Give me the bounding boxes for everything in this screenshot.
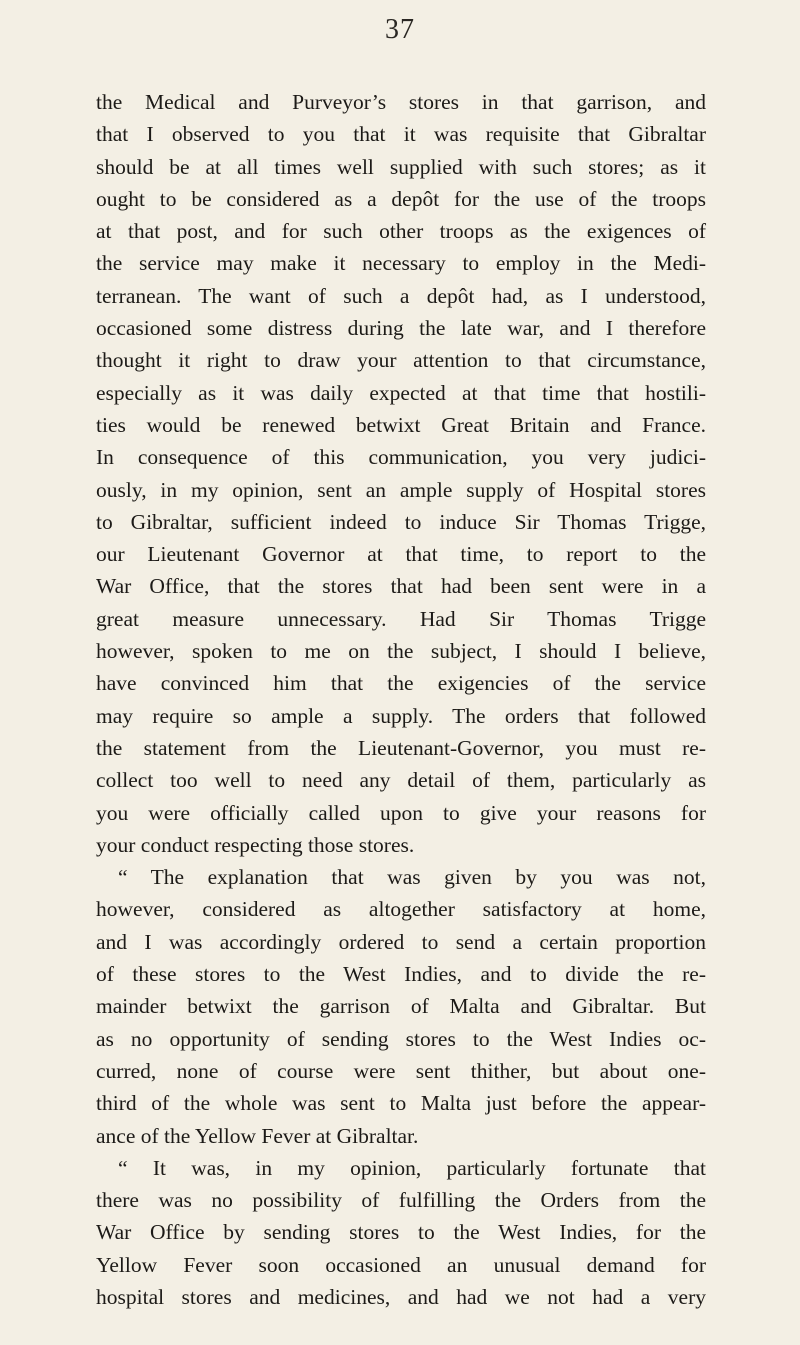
page-number: 37 (385, 14, 415, 45)
text-line: the Medical and Purveyor’s stores in that garrison, and (96, 90, 706, 114)
text-line: the service may make it necessary to employ in the Medi- (96, 251, 706, 276)
text-line: there was no possibility of fulfilling the Orders from the (96, 1188, 706, 1213)
text-line: your conduct respecting those stores. (96, 832, 415, 857)
text-line: mainder betwixt the garrison of Malta and Gibraltar. But (96, 994, 706, 1019)
text-line: have convinced him that the exigencies of the service (96, 671, 706, 696)
text-line: terranean. The want of such a depôt had, as I understood, (96, 283, 706, 308)
text-line: to Gibraltar, sufficient indeed to induce Sir Thomas Trigge, (96, 509, 706, 534)
text-line: however, spoken to me on the subject, I should I believe, (96, 639, 706, 664)
text-line: In consequence of this communication, you very judici- (96, 445, 706, 470)
text-line: of these stores to the West Indies, and to divide the re- (96, 962, 706, 987)
text-line: ought to be considered as a depôt for the use of the troops (96, 186, 706, 211)
text-line: “ The explanation that was given by you was not, (118, 865, 706, 890)
text-line: “ It was, in my opinion, particularly fortunate that (118, 1155, 706, 1180)
text-line: at that post, and for such other troops as the exigences of (96, 219, 706, 244)
text-line: should be at all times well supplied with such stores; as it (96, 154, 706, 179)
text-line: that I observed to you that it was requisite that Gibraltar (96, 122, 706, 147)
text-line: third of the whole was sent to Malta just before the appear- (96, 1091, 706, 1116)
text-line: ance of the Yellow Fever at Gibraltar. (96, 1123, 419, 1148)
text-line: Yellow Fever soon occasioned an unusual demand for (96, 1252, 706, 1277)
text-line: however, considered as altogether satisfactory at home, (96, 897, 706, 922)
text-line: hospital stores and medicines, and had we not had a very (96, 1284, 706, 1309)
text-line: as no opportunity of sending stores to the West Indies oc- (96, 1026, 706, 1051)
text-line: may require so ample a supply. The orders that followed (96, 703, 706, 728)
text-line: especially as it was daily expected at that time that hostili- (96, 380, 706, 405)
text-line: our Lieutenant Governor at that time, to report to the (96, 542, 706, 567)
text-line: curred, none of course were sent thither, but about one- (96, 1058, 706, 1083)
text-line: collect too well to need any detail of them, particularly as (96, 768, 706, 793)
text-line: War Office, that the stores that had been sent were in a (96, 574, 706, 599)
body-text (96, 86, 706, 1313)
text-line: the statement from the Lieutenant-Governor, you must re- (96, 735, 706, 760)
text-line: War Office by sending stores to the West Indies, for the (96, 1220, 706, 1245)
text-line: thought it right to draw your attention to that circumstance, (96, 348, 706, 373)
text-line: ously, in my opinion, sent an ample supply of Hospital stores (96, 477, 706, 502)
text-line: you were officially called upon to give your reasons for (96, 800, 706, 825)
text-line: and I was accordingly ordered to send a certain proportion (96, 929, 706, 954)
text-line: ties would be renewed betwixt Great Britain and France. (96, 412, 706, 437)
text-line: great measure unnecessary. Had Sir Thomas Trigge (96, 606, 706, 631)
text-line: occasioned some distress during the late war, and I therefore (96, 316, 706, 341)
